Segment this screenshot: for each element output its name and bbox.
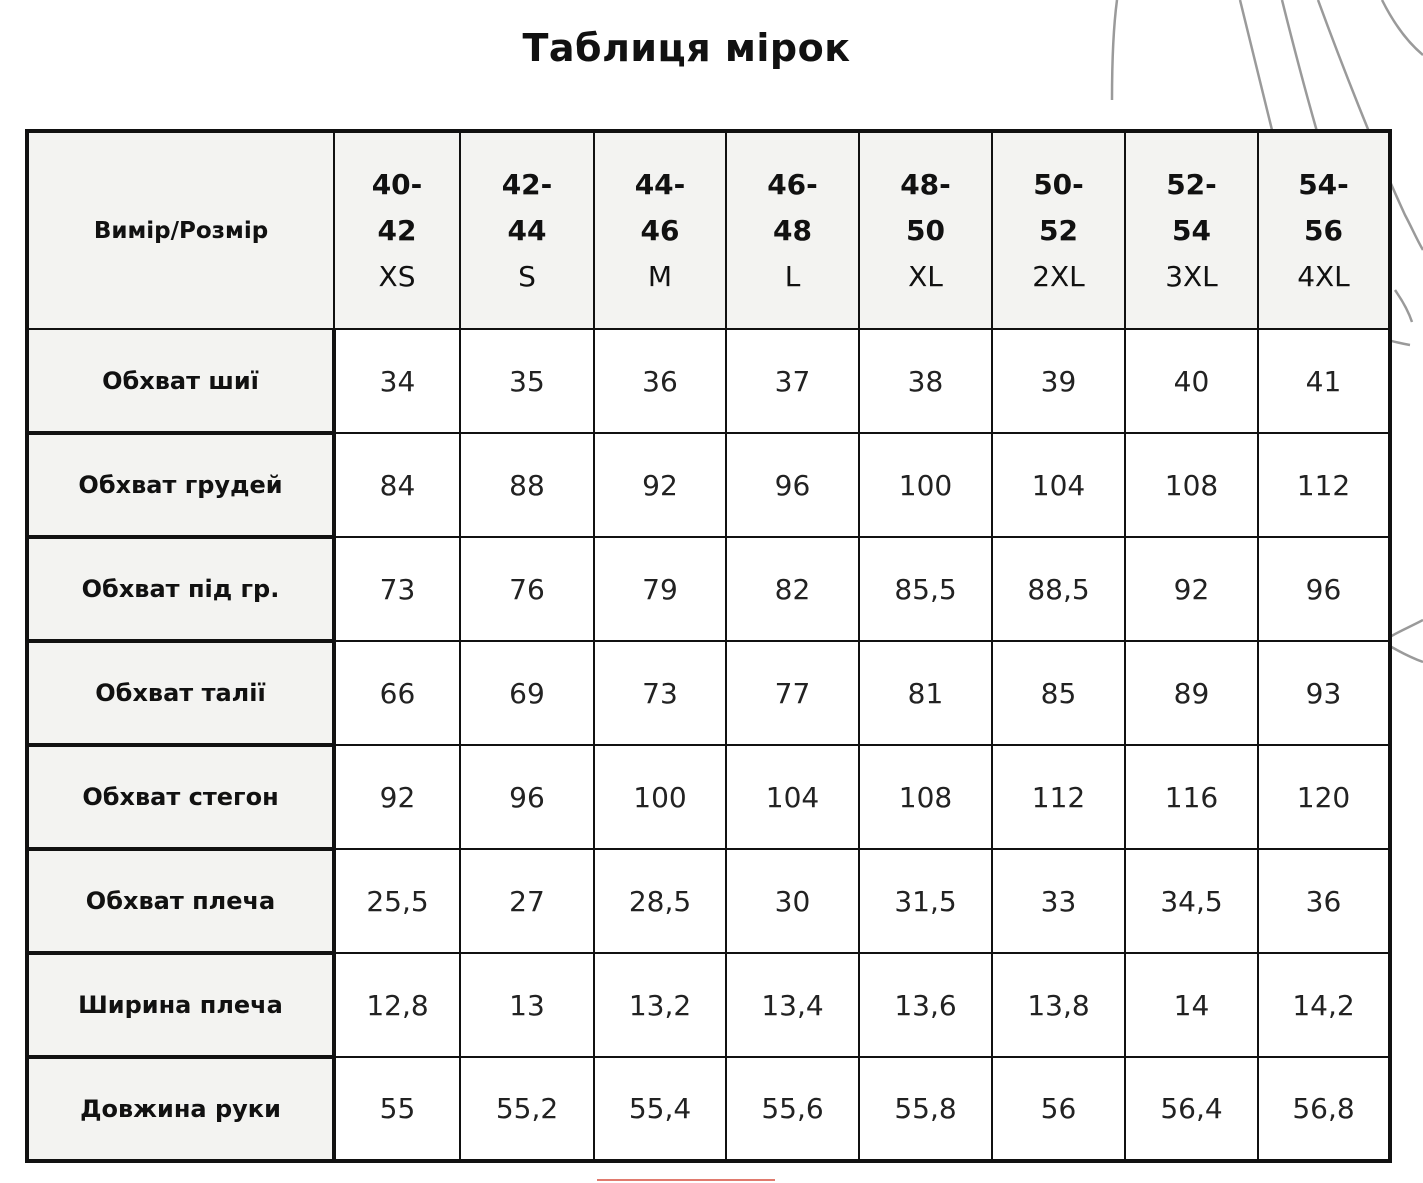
measurement-row xyxy=(27,1057,1390,1161)
size-letter: 3XL xyxy=(1165,259,1218,293)
measurement-value: 120 xyxy=(1258,745,1390,849)
measurement-value: 82 xyxy=(726,537,859,641)
measurement-value: 96 xyxy=(1258,537,1390,641)
size-header xyxy=(460,131,594,329)
measurement-label: Обхват грудей xyxy=(27,433,334,537)
measurement-label: Довжина руки xyxy=(27,1057,334,1161)
measurement-row xyxy=(27,537,1390,641)
measurement-value: 39 xyxy=(992,329,1125,433)
size-range-bottom: 46 xyxy=(640,213,680,247)
measurement-value: 30 xyxy=(726,849,859,953)
measurement-value: 37 xyxy=(726,329,859,433)
measurement-value: 89 xyxy=(1125,641,1258,745)
measurement-value: 69 xyxy=(460,641,594,745)
size-range-bottom: 42 xyxy=(377,213,417,247)
measurement-value: 13 xyxy=(460,953,594,1057)
measurement-value: 108 xyxy=(1125,433,1258,537)
measurement-value: 13,8 xyxy=(992,953,1125,1057)
measurement-value: 25,5 xyxy=(334,849,460,953)
measurement-value: 34 xyxy=(334,329,460,433)
measurement-value: 84 xyxy=(334,433,460,537)
measurement-label: Обхват під гр. xyxy=(27,537,334,641)
size-letter: XS xyxy=(378,259,416,293)
measurement-value: 13,6 xyxy=(859,953,992,1057)
measurement-value: 31,5 xyxy=(859,849,992,953)
size-letter: 4XL xyxy=(1297,259,1350,293)
size-letter: M xyxy=(647,259,673,293)
measurement-value: 96 xyxy=(726,433,859,537)
size-range-top: 54- xyxy=(1298,167,1349,201)
size-letter: L xyxy=(784,259,801,293)
measurement-value: 55,2 xyxy=(460,1057,594,1161)
page-title: Таблиця мірок xyxy=(522,26,851,70)
measurement-row xyxy=(27,641,1390,745)
size-range-top: 40- xyxy=(371,167,423,201)
measurement-row xyxy=(27,953,1390,1057)
measurement-value: 27 xyxy=(460,849,594,953)
measurement-value: 100 xyxy=(594,745,726,849)
measurement-value: 85,5 xyxy=(859,537,992,641)
measurement-value: 73 xyxy=(334,537,460,641)
measurement-value: 40 xyxy=(1125,329,1258,433)
measurement-value: 55,8 xyxy=(859,1057,992,1161)
measurement-value: 93 xyxy=(1258,641,1390,745)
size-range-top: 48- xyxy=(900,167,951,201)
size-letter: 2XL xyxy=(1032,259,1085,293)
accent-underline xyxy=(597,1179,775,1181)
measurement-value: 13,2 xyxy=(594,953,726,1057)
measurement-value: 92 xyxy=(1125,537,1258,641)
measurement-value: 100 xyxy=(859,433,992,537)
measurement-value: 76 xyxy=(460,537,594,641)
measurement-value: 96 xyxy=(460,745,594,849)
size-range-top: 44- xyxy=(634,167,686,201)
measurement-value: 55,6 xyxy=(726,1057,859,1161)
measurement-value: 13,4 xyxy=(726,953,859,1057)
measurement-value: 85 xyxy=(992,641,1125,745)
measurement-label: Обхват шиї xyxy=(27,329,334,433)
measurement-value: 33 xyxy=(992,849,1125,953)
measurement-row xyxy=(27,433,1390,537)
size-letter: S xyxy=(518,259,536,293)
size-header xyxy=(594,131,726,329)
size-range-top: 50- xyxy=(1033,167,1084,201)
measurement-value: 36 xyxy=(594,329,726,433)
size-range-top: 52- xyxy=(1166,167,1217,201)
measurement-row xyxy=(27,745,1390,849)
size-range-bottom: 54 xyxy=(1172,213,1211,247)
measurement-label: Ширина плеча xyxy=(27,953,334,1057)
size-range-bottom: 52 xyxy=(1039,213,1078,247)
size-range-top: 46- xyxy=(767,167,818,201)
measurement-value: 56,8 xyxy=(1258,1057,1390,1161)
size-range-top: 42- xyxy=(501,167,553,201)
size-range-bottom: 56 xyxy=(1304,213,1343,247)
measurement-value: 112 xyxy=(1258,433,1390,537)
measurement-value: 108 xyxy=(859,745,992,849)
measurement-value: 92 xyxy=(334,745,460,849)
measurement-label: Обхват стегон xyxy=(27,745,334,849)
measurement-value: 12,8 xyxy=(334,953,460,1057)
corner-header: Вимір/Розмір xyxy=(27,131,334,329)
measurement-label: Обхват талії xyxy=(27,641,334,745)
measurement-value: 35 xyxy=(460,329,594,433)
measurement-value: 104 xyxy=(992,433,1125,537)
measurement-value: 28,5 xyxy=(594,849,726,953)
measurement-value: 14 xyxy=(1125,953,1258,1057)
measurement-value: 81 xyxy=(859,641,992,745)
size-header xyxy=(334,131,460,329)
measurement-value: 55 xyxy=(334,1057,460,1161)
measurement-value: 56,4 xyxy=(1125,1057,1258,1161)
size-header xyxy=(859,131,992,329)
measurement-value: 14,2 xyxy=(1258,953,1390,1057)
measurement-value: 41 xyxy=(1258,329,1390,433)
size-header xyxy=(1258,131,1390,329)
measurement-value: 73 xyxy=(594,641,726,745)
measurement-label: Обхват плеча xyxy=(27,849,334,953)
measurement-value: 77 xyxy=(726,641,859,745)
measurement-value: 79 xyxy=(594,537,726,641)
measurement-value: 88,5 xyxy=(992,537,1125,641)
size-range-bottom: 50 xyxy=(906,213,945,247)
size-range-bottom: 48 xyxy=(773,213,812,247)
size-letter: XL xyxy=(908,259,943,293)
size-header xyxy=(992,131,1125,329)
size-header xyxy=(726,131,859,329)
measurement-value: 66 xyxy=(334,641,460,745)
size-range-bottom: 44 xyxy=(507,213,547,247)
measurement-value: 92 xyxy=(594,433,726,537)
measurement-value: 56 xyxy=(992,1057,1125,1161)
header-row xyxy=(27,131,1390,329)
measurement-value: 104 xyxy=(726,745,859,849)
measurement-row xyxy=(27,329,1390,433)
measurement-value: 36 xyxy=(1258,849,1390,953)
size-chart-table xyxy=(25,129,1392,1163)
measurement-value: 55,4 xyxy=(594,1057,726,1161)
measurement-value: 34,5 xyxy=(1125,849,1258,953)
measurement-value: 38 xyxy=(859,329,992,433)
measurement-value: 116 xyxy=(1125,745,1258,849)
measurement-value: 112 xyxy=(992,745,1125,849)
measurement-value: 88 xyxy=(460,433,594,537)
measurement-row xyxy=(27,849,1390,953)
size-header xyxy=(1125,131,1258,329)
